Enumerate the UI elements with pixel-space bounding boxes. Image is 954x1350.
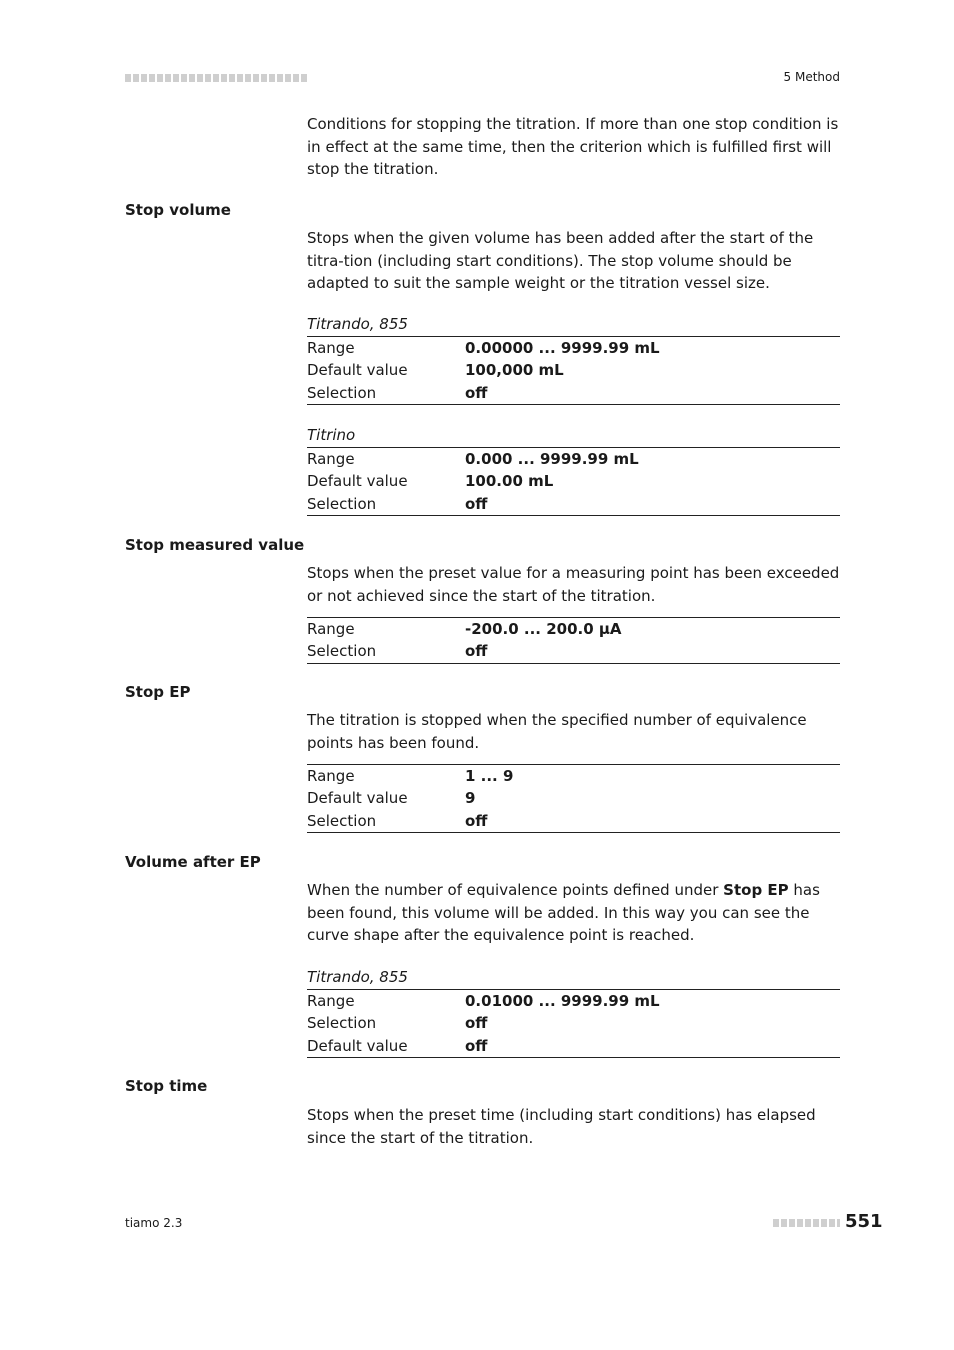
table-row <box>307 382 840 404</box>
row-value: 9 <box>465 789 476 808</box>
intro-paragraph: Conditions for stopping the titration. If more than one stop condition is in effect at the same time, then the criterion which is fulfilled first will stop the titration. <box>307 115 839 178</box>
row-label: Selection <box>307 642 377 661</box>
row-label: Range <box>307 620 355 638</box>
table-row <box>307 470 840 492</box>
row-value: off <box>465 642 488 661</box>
paragraph-text: has been found, this volume will be added. In this way you can see the curve shape after the equivalence point is reached. <box>307 881 820 944</box>
row-label: Range <box>307 992 355 1010</box>
heading-stop-volume: Stop volume <box>125 201 231 219</box>
footer-product: tiamo 2.3 <box>125 1216 183 1230</box>
row-label: Default value <box>307 789 408 808</box>
table-row <box>307 765 840 787</box>
paragraph-stop-ep: The titration is stopped when the specified number of equivalence points has been found. <box>307 711 807 752</box>
table-row <box>307 618 840 640</box>
table-row <box>307 787 840 809</box>
row-label: Selection <box>307 383 377 402</box>
table-stop-volume-titrando <box>307 313 840 405</box>
row-label: Selection <box>307 811 377 830</box>
row-value: 100.00 mL <box>465 472 554 491</box>
row-value: off <box>465 1036 488 1055</box>
table-caption: Titrando, 855 <box>307 315 408 333</box>
table-row <box>307 810 840 832</box>
row-value: 0.01000 ... 9999.99 mL <box>465 992 660 1010</box>
heading-stop-time: Stop time <box>125 1077 208 1095</box>
paragraph-stop-measured-value: Stops when the preset value for a measuring point has been exceeded or not achieved since the start of the titration. <box>307 564 840 605</box>
row-value: 1 ... 9 <box>465 767 514 785</box>
header-section: 5 Method <box>783 70 840 84</box>
header-decoration <box>125 74 307 82</box>
row-label: Selection <box>307 1014 377 1033</box>
table-volume-after-ep-titrando <box>307 966 840 1058</box>
table-stop-ep <box>307 764 840 833</box>
paragraph-bold-term: Stop EP <box>723 881 789 899</box>
heading-stop-ep: Stop EP <box>125 683 191 701</box>
row-label: Selection <box>307 494 377 513</box>
paragraph-volume-after-ep <box>307 879 840 947</box>
table-row <box>307 493 840 515</box>
table-row <box>307 1012 840 1034</box>
table-row <box>307 359 840 381</box>
row-value: off <box>465 383 488 402</box>
page-number: 551 <box>845 1211 883 1232</box>
row-label: Range <box>307 450 355 468</box>
row-value: 0.00000 ... 9999.99 mL <box>465 339 660 357</box>
heading-stop-measured-value: Stop measured value <box>125 536 305 554</box>
table-stop-volume-titrino <box>307 424 840 516</box>
paragraph-stop-volume: Stops when the given volume has been added after the start of the titra-tion (including start conditions). The stop volume should be adapted to suit the sample weight or the titration vessel size. <box>307 229 814 292</box>
row-value: off <box>465 1014 488 1033</box>
paragraph-text: When the number of equivalence points defined under <box>307 881 724 899</box>
row-label: Default value <box>307 361 408 380</box>
row-value: 100,000 mL <box>465 361 564 380</box>
heading-volume-after-ep: Volume after EP <box>125 853 261 871</box>
table-caption: Titrando, 855 <box>307 968 408 986</box>
paragraph-stop-time: Stops when the preset time (including start conditions) has elapsed since the start of the titration. <box>307 1106 816 1147</box>
table-stop-measured-value <box>307 617 840 664</box>
row-label: Range <box>307 767 355 785</box>
table-row <box>307 1035 840 1057</box>
table-row <box>307 448 840 470</box>
row-label: Range <box>307 339 355 357</box>
row-value: off <box>465 811 488 830</box>
row-value: -200.0 ... 200.0 µA <box>465 620 622 638</box>
row-value: 0.000 ... 9999.99 mL <box>465 450 639 468</box>
table-caption: Titrino <box>307 426 356 444</box>
row-value: off <box>465 494 488 513</box>
table-row <box>307 990 840 1012</box>
row-label: Default value <box>307 1036 408 1055</box>
footer-decoration <box>773 1219 840 1227</box>
row-label: Default value <box>307 472 408 491</box>
table-row <box>307 337 840 359</box>
table-row <box>307 640 840 662</box>
